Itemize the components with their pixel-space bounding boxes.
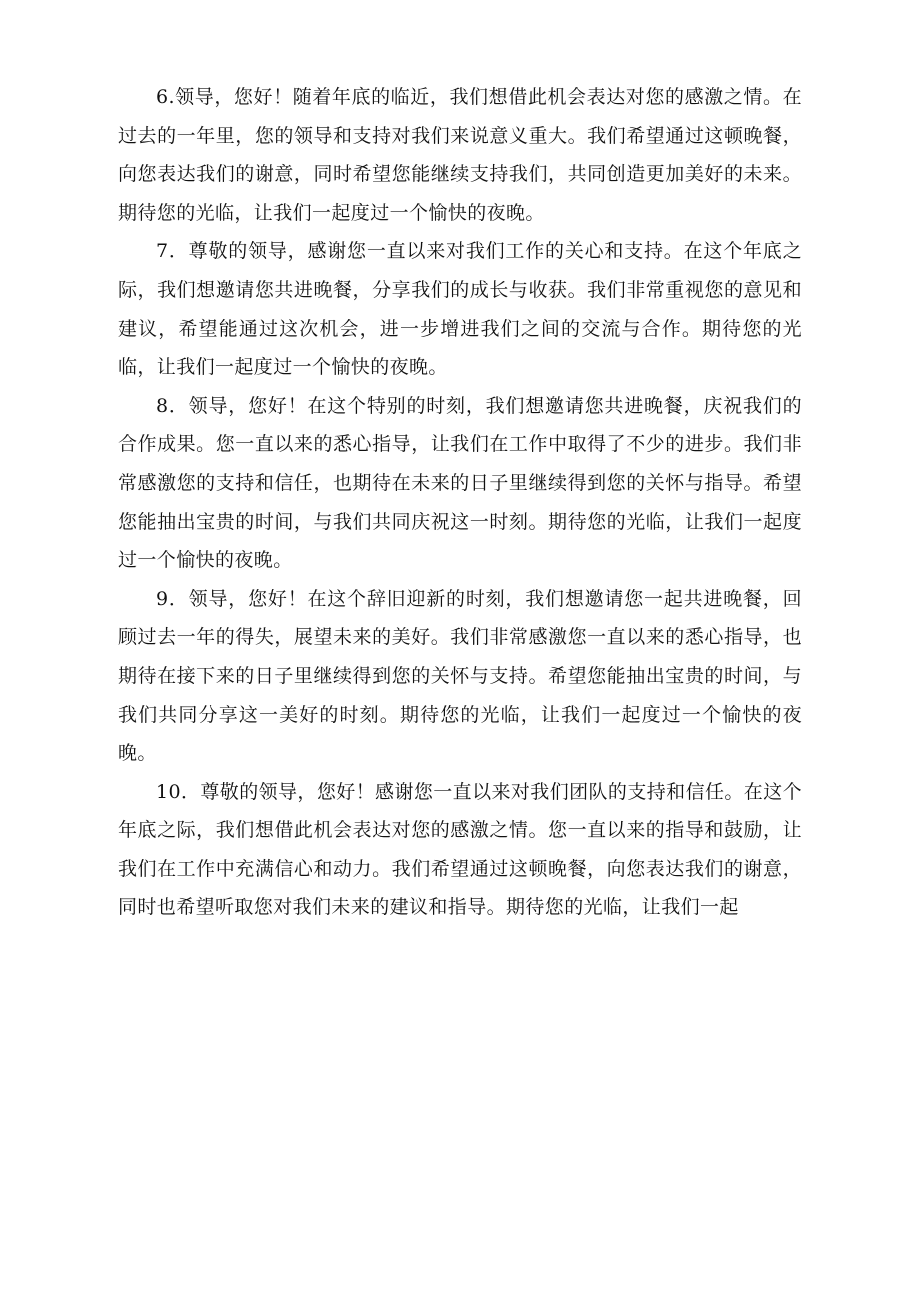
paragraph-9: 9．领导，您好！在这个辞旧迎新的时刻，我们想邀请您一起共进晚餐，回顾过去一年的得失，展望未来的美好。我们非常感激您一直以来的悉心指导，也期待在接下来的日子里继续得到您的关怀与支持。希望您能抽出宝贵的时间，与我们共同分享这一美好的时刻。期待您的光临，让我们一起度过一个愉快的夜晚。 [118,587,802,765]
paragraph-8: 8．领导，您好！在这个特别的时刻，我们想邀请您共进晚餐，庆祝我们的合作成果。您一直以来的悉心指导，让我们在工作中取得了不少的进步。我们非常感激您的支持和信任，也期待在未来的日子里继续得到您的关怀与指导。希望您能抽出宝贵的时间，与我们共同庆祝这一时刻。期待您的光临，让我们一起度过一个愉快的夜晚。 [118,394,802,572]
paragraph-6: 6.领导，您好！随着年底的临近，我们想借此机会表达对您的感激之情。在过去的一年里，您的领导和支持对我们来说意义重大。我们希望通过这顿晚餐，向您表达我们的谢意，同时希望您能继续支持我们，共同创造更加美好的未来。期待您的光临，让我们一起度过一个愉快的夜晚。 [118,86,802,224]
paragraph-7: 7．尊敬的领导，感谢您一直以来对我们工作的关心和支持。在这个年底之际，我们想邀请您共进晚餐，分享我们的成长与收获。我们非常重视您的意见和建议，希望能通过这次机会，进一步增进我们之间的交流与合作。期待您的光临，让我们一起度过一个愉快的夜晚。 [118,240,802,379]
paragraph-10: 10．尊敬的领导，您好！感谢您一直以来对我们团队的支持和信任。在这个年底之际，我们想借此机会表达对您的感激之情。您一直以来的指导和鼓励，让我们在工作中充满信心和动力。我们希望通过这顿晚餐，向您表达我们的谢意，同时也希望听取您对我们未来的建议和指导。期待您的光临，让我们一起 [118,780,802,919]
document-body [118,78,802,927]
